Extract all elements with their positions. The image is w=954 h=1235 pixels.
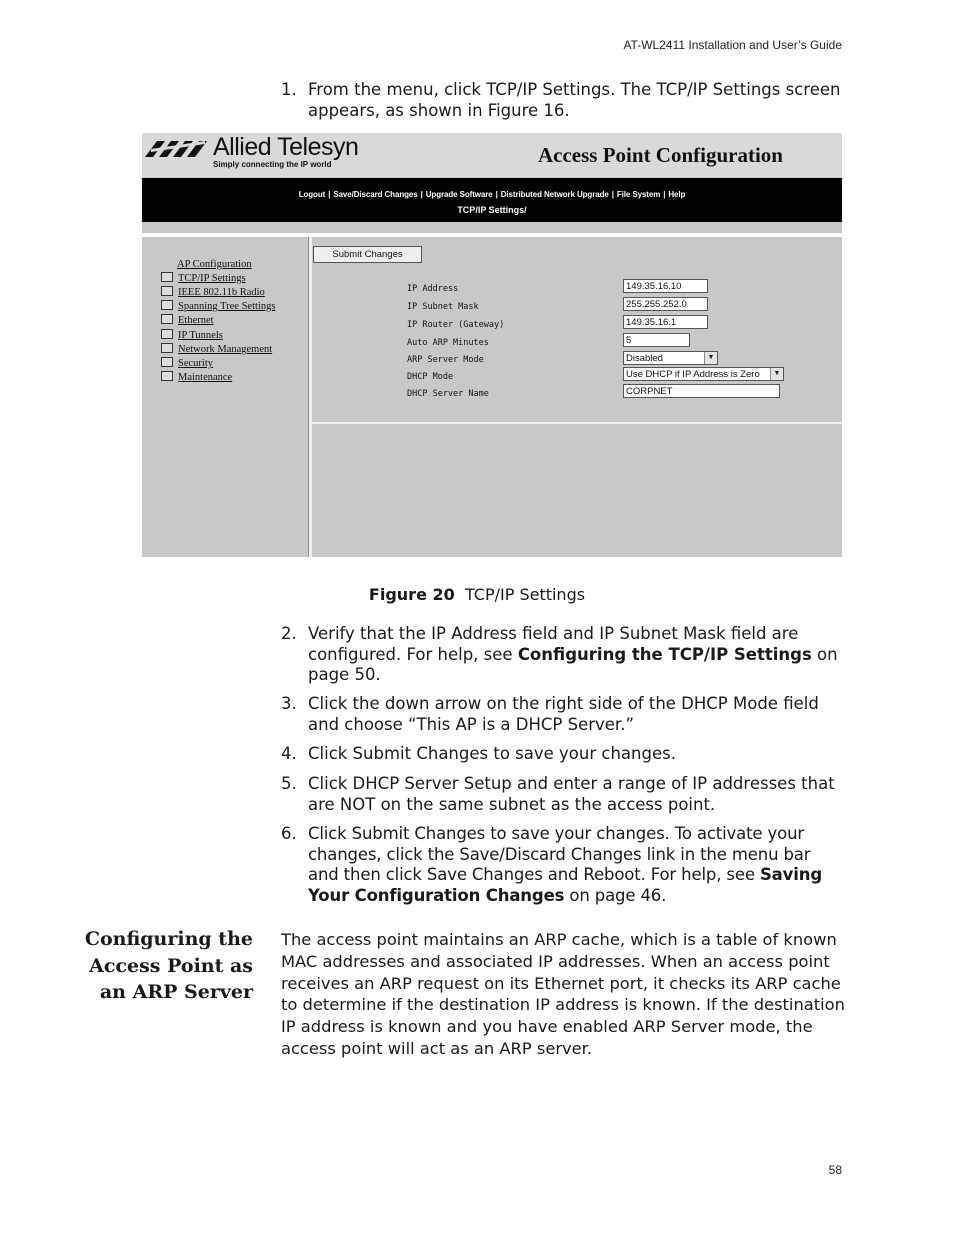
step-number: 6. (281, 824, 297, 843)
folder-icon (161, 314, 173, 324)
dhcp-mode-select[interactable] (623, 367, 784, 381)
screen-title: Access Point Configuration (538, 143, 783, 167)
step-3 (281, 694, 846, 735)
folder-icon (161, 300, 173, 310)
ip-address-label: IP Address (407, 284, 459, 294)
page-number: 58 (828, 1163, 842, 1177)
spacer-band (142, 222, 842, 233)
subnet-mask-input[interactable]: 255.255.252.0 (623, 297, 708, 311)
submit-changes-button[interactable]: Submit Changes (313, 246, 422, 263)
subnet-mask-label: IP Subnet Mask (407, 302, 479, 312)
section-heading: Configuring the Access Point as an ARP Server (84, 928, 253, 1003)
step-number: 1. (281, 80, 297, 99)
nav-item-spanning-tree[interactable]: Spanning Tree Settings (161, 300, 275, 312)
figure-label: Figure 20 (368, 585, 455, 604)
step-number: 5. (281, 774, 297, 793)
nav-item-security[interactable]: Security (161, 357, 213, 369)
router-input[interactable]: 149.35.16.1 (623, 315, 708, 329)
logo-tagline: Simply connecting the IP world (213, 160, 332, 169)
menu-logout[interactable]: Logout (298, 190, 326, 199)
content-separator (312, 422, 842, 424)
folder-icon (161, 371, 173, 381)
step-2 (281, 624, 846, 686)
menu-bar (142, 178, 842, 222)
xref-saving-changes[interactable]: Saving Your Configuration Changes (308, 865, 823, 905)
menu-save-discard[interactable]: Save/Discard Changes (333, 190, 418, 199)
nav-item-network-management[interactable]: Network Management (161, 343, 272, 355)
dhcp-mode-value: Use DHCP if IP Address is Zero (626, 369, 760, 380)
auto-arp-input[interactable]: 5 (623, 333, 690, 347)
page-icon (161, 272, 173, 282)
tcpip-settings-screenshot (142, 133, 842, 557)
menu-help[interactable]: Help (668, 190, 686, 199)
step-1 (281, 80, 846, 121)
step-number: 4. (281, 744, 297, 763)
dhcp-mode-label: DHCP Mode (407, 372, 454, 382)
allied-telesyn-logo-icon (145, 137, 211, 157)
step-5 (281, 774, 846, 815)
step-number: 2. (281, 624, 297, 643)
nav-item-ip-tunnels[interactable]: IP Tunnels (161, 329, 223, 341)
ip-address-input[interactable]: 149.35.16.10 (623, 279, 708, 293)
running-header: AT-WL2411 Installation and User’s Guide (623, 38, 842, 52)
step-number: 3. (281, 694, 297, 713)
dhcp-server-name-input[interactable]: CORPNET (623, 384, 780, 398)
nav-item-radio[interactable]: IEEE 802.11b Radio (161, 286, 265, 298)
folder-icon (161, 286, 173, 296)
step-6 (281, 824, 846, 906)
figure-caption (0, 585, 954, 604)
step-text: From the menu, click TCP/IP Settings. The TCP/IP Settings screen appears, as shown in Figure 16. (308, 80, 841, 120)
menu-links: Logout | Save/Discard Changes | Upgrade Software | Distributed Network Upgrade | File System | Help (298, 190, 686, 199)
step-4 (281, 744, 846, 765)
menu-upgrade-software[interactable]: Upgrade Software (425, 190, 493, 199)
nav-item-tcpip[interactable]: TCP/IP Settings (161, 272, 246, 284)
dhcp-server-name-label: DHCP Server Name (407, 389, 489, 399)
screenshot-top-band (142, 133, 842, 177)
step-text: Verify that the IP Address field and IP Subnet Mask field are configured. For help, see Configuring the TCP/IP Settings on page 50. (308, 624, 838, 684)
step-text: Click Submit Changes to save your changes. (308, 744, 676, 763)
xref-tcpip[interactable]: Configuring the TCP/IP Settings (517, 644, 812, 664)
chevron-down-icon[interactable]: ▼ (770, 368, 783, 380)
arp-server-mode-value: Disabled (626, 353, 663, 364)
figure-title: TCP/IP Settings (464, 585, 586, 604)
nav-item-maintenance[interactable]: Maintenance (161, 371, 232, 383)
logo-wordmark: Allied Telesyn (213, 133, 359, 161)
nav-title-ap-configuration[interactable]: AP Configuration (177, 259, 252, 270)
chevron-down-icon[interactable]: ▼ (704, 352, 717, 364)
breadcrumb: TCP/IP Settings/ (457, 205, 527, 215)
folder-icon (161, 343, 173, 353)
arp-server-mode-select[interactable] (623, 351, 718, 365)
router-label: IP Router (Gateway) (407, 320, 505, 330)
arp-server-mode-label: ARP Server Mode (407, 355, 484, 365)
folder-icon (161, 329, 173, 339)
section-body: The access point maintains an ARP cache, which is a table of known MAC addresses and associated IP addresses. When an access point receives an ARP request on its Ethernet port, it checks its ARP cache to determine if the destination IP address is known. If the destination IP address is known and you have enabled ARP Server mode, the access point will act as an ARP server. (281, 930, 845, 1058)
nav-pane (142, 237, 308, 557)
menu-distributed-upgrade[interactable]: Distributed Network Upgrade (500, 190, 609, 199)
menu-file-system[interactable]: File System (616, 190, 661, 199)
nav-item-ethernet[interactable]: Ethernet (161, 314, 214, 326)
step-text: Click Submit Changes to save your changes. To activate your changes, click the Save/Discard Changes link in the menu bar and then click Save Changes and Reboot. For help, see Saving Your Configuration Changes on page 46. (308, 824, 823, 905)
folder-icon (161, 357, 173, 367)
step-text: Click the down arrow on the right side of the DHCP Mode field and choose “This AP is a DHCP Server.” (308, 694, 819, 734)
auto-arp-label: Auto ARP Minutes (407, 338, 489, 348)
step-text: Click DHCP Server Setup and enter a range of IP addresses that are NOT on the same subnet as the access point. (308, 774, 835, 814)
